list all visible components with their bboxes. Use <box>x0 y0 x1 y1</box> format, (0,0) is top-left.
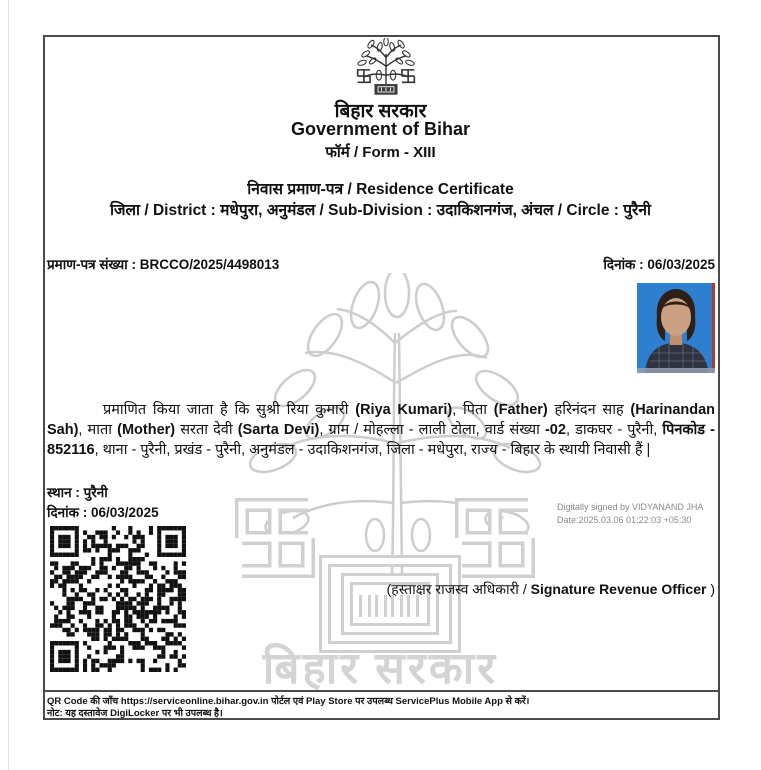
digital-signature-line2: Date:2025.03.06 01:22:03 +05:30 <box>557 515 692 525</box>
header-emblem-base-icon <box>374 84 397 95</box>
signature-officer-caption: (हस्ताक्षर राजस्व अधिकारी / Signature Revenue Officer ) <box>386 581 715 597</box>
certificate-number: प्रमाण-पत्र संख्या : BRCCO/2025/4498013 <box>47 257 280 272</box>
digital-signature-stamp <box>557 501 703 527</box>
header-swastika-left-icon <box>358 70 370 82</box>
certificate-number-row <box>47 255 715 273</box>
district-subdivision-circle-line: जिला / District : मधेपुरा, अनुमंडल / Sub-Division : उदाकिशनगंज, अंचल / Circle : पुरैनी <box>109 202 651 219</box>
government-title-hindi: बिहार सरकार <box>334 101 427 122</box>
digital-signature-line1: Digitally signed by VIDYANAND JHA <box>557 502 704 512</box>
issue-date: दिनांक : 06/03/2025 <box>603 257 715 272</box>
place-line: स्थान : पुरैनी <box>47 485 108 500</box>
form-number-line: फॉर्म / Form - XIII <box>325 144 436 161</box>
date-line: दिनांक : 06/03/2025 <box>47 505 159 520</box>
certificate-title: निवास प्रमाण-पत्र / Residence Certificate <box>247 181 514 198</box>
watermark-text: बिहार सरकार <box>262 644 499 693</box>
applicant-photo <box>637 283 715 373</box>
government-title-english: Government of Bihar <box>290 119 471 139</box>
bihar-emblem-watermark-icon <box>225 273 565 683</box>
certificate-body-text: प्रमाणित किया जाता है कि सुश्री रिया कुमारी (Riya Kumari), पिता (Father) हरिनंदन साह (Harinandan Sah), माता (Mother) सरता देवी (Sarta Devi), ग्राम / मोहल्ला - लाली टोला, वार्ड संख्या -02, डाकघर - पुरैनी, पिनकोड - 852116, थाना - पुरैनी, प्रखंड - पुरैनी, अनुमंडल - उदाकिशनगंज, जिला - मधेपुरा, राज्य - बिहार के स्थायी निवासी हैं | <box>47 402 716 458</box>
bihar-government-emblem-icon <box>346 38 426 100</box>
footer-digilocker-note: नोट: यह दस्तावेज DigiLocker पर भी उपलब्ध है। <box>47 708 223 719</box>
header-swastika-right-icon <box>402 70 414 82</box>
footer-divider <box>43 690 720 692</box>
qr-code <box>50 526 186 672</box>
footer-qr-note: QR Code की जाँच https://serviceonline.bihar.gov.in पोर्टल एवं Play Store पर उपलब्ध ServicePlus Mobile App से करें। <box>47 696 530 707</box>
